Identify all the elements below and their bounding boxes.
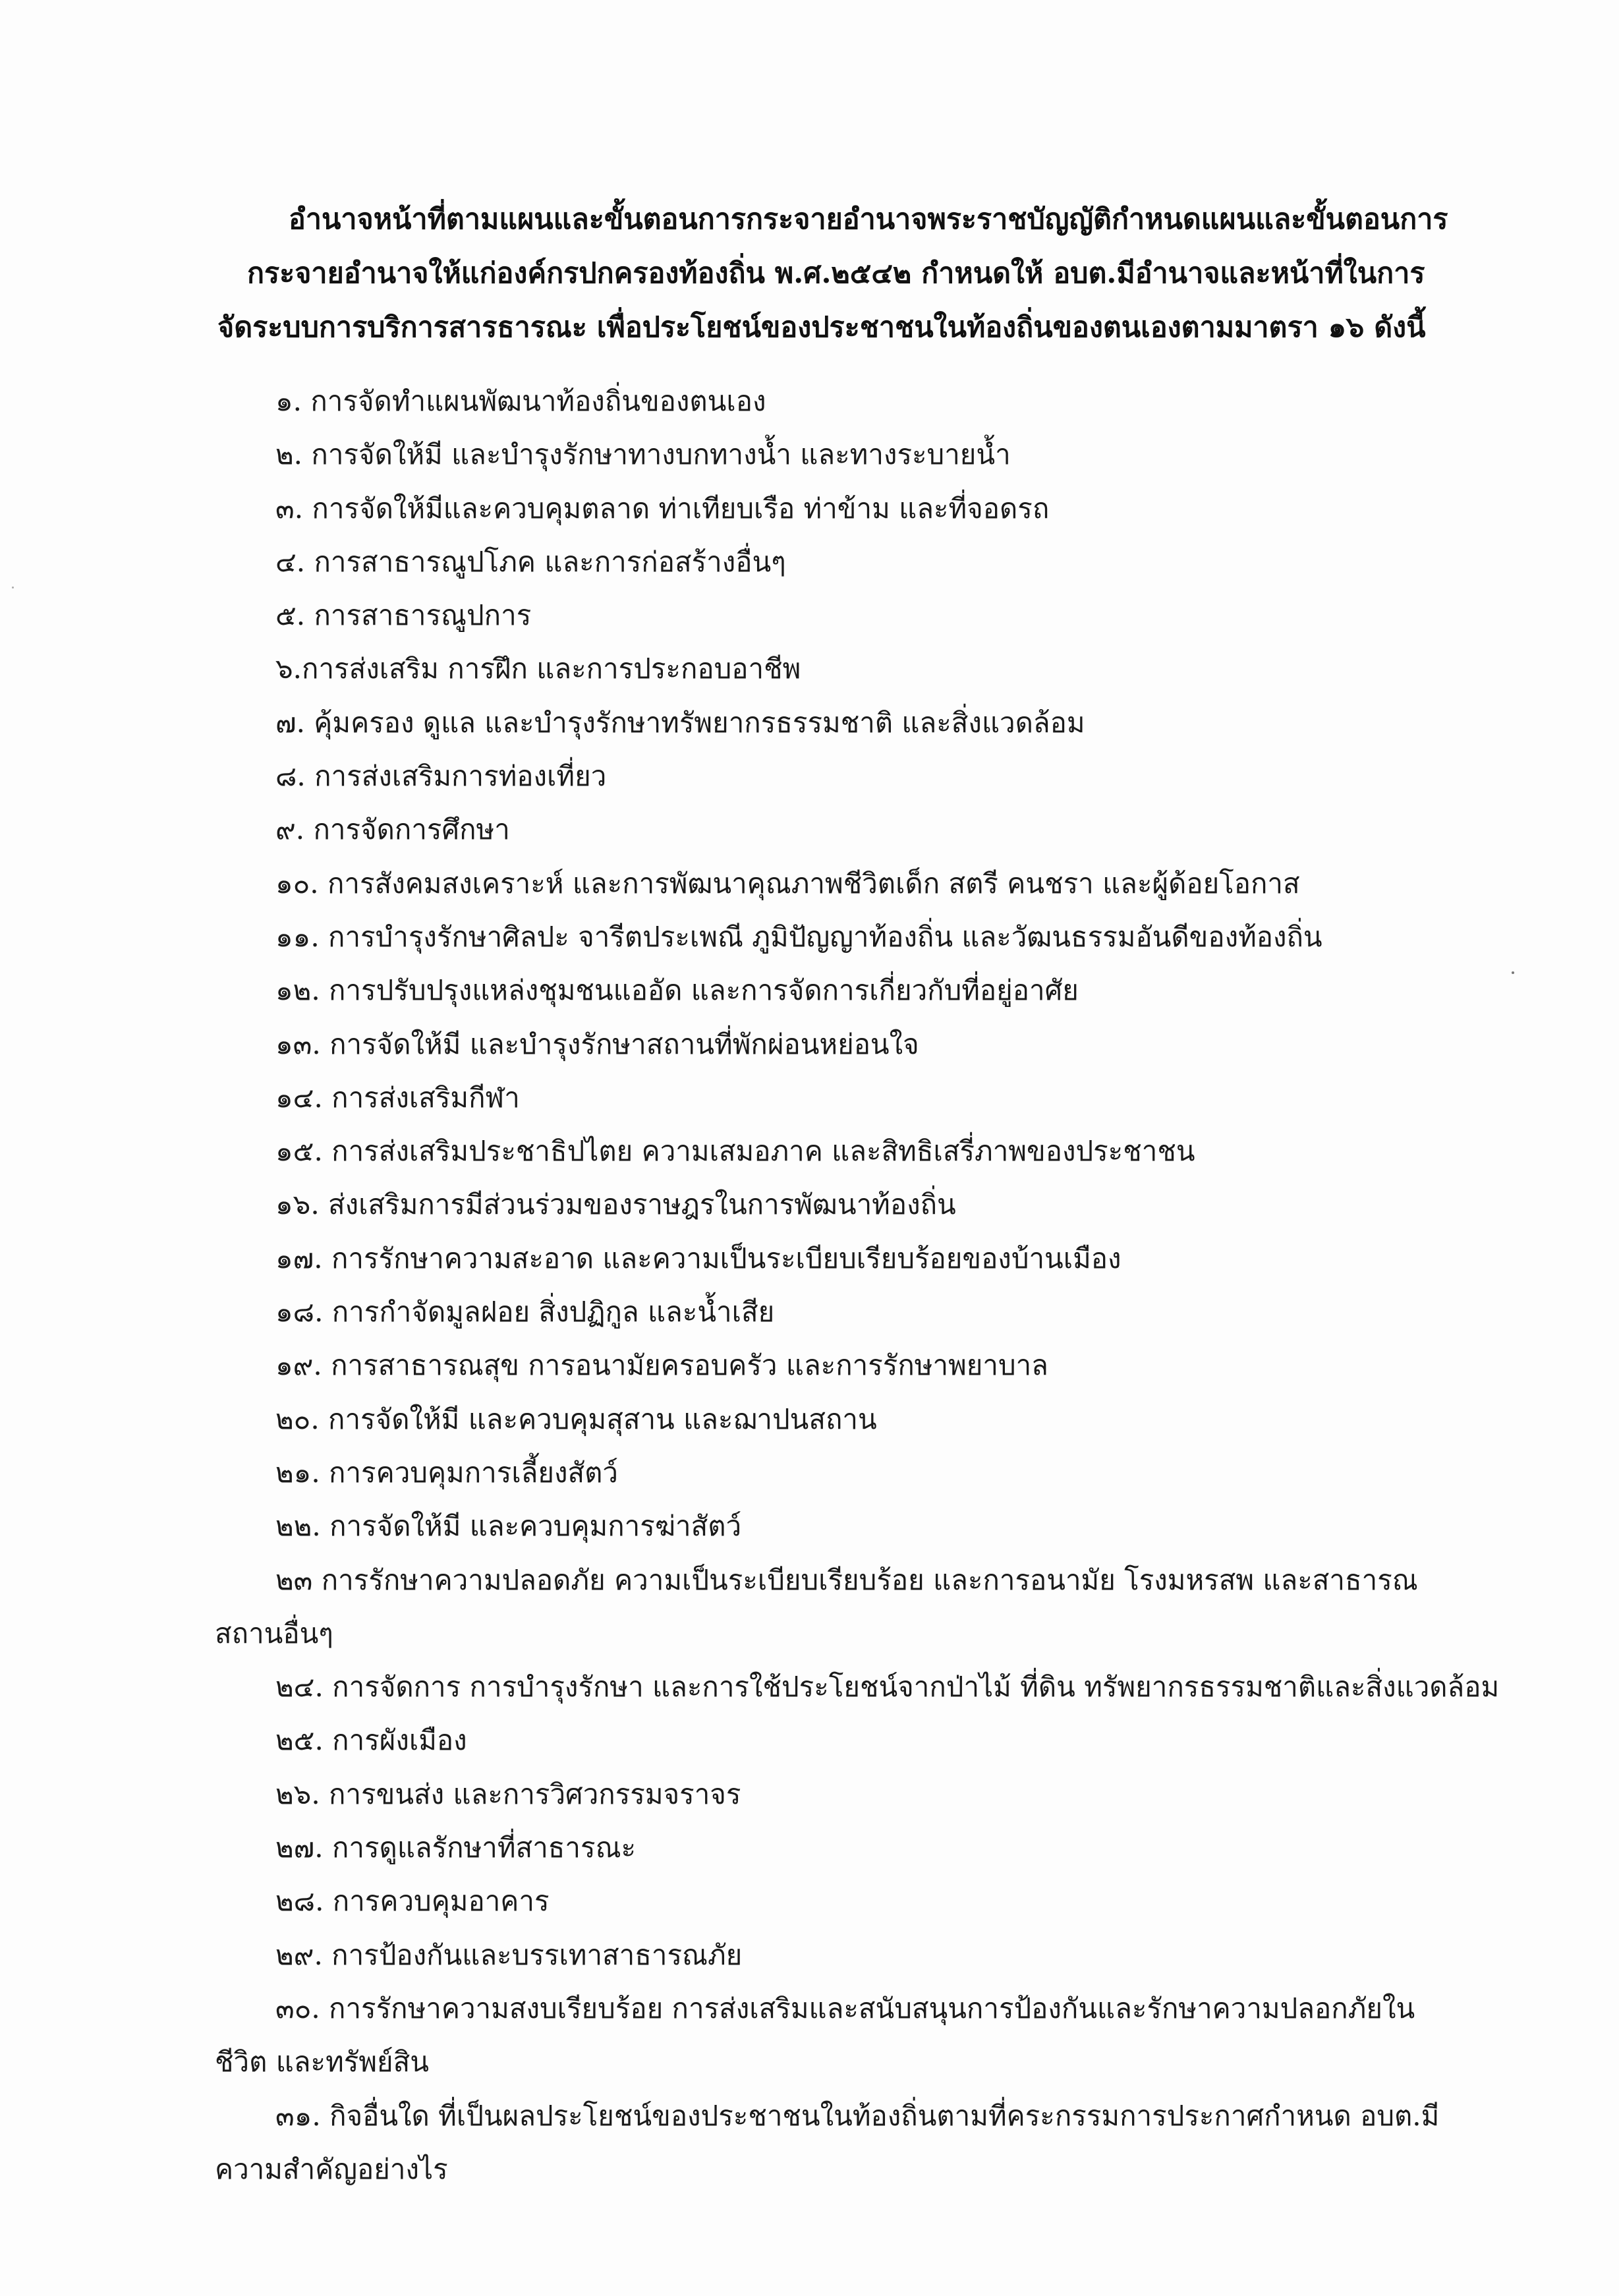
list-item-text: ๑๖. ส่งเสริมการมีส่วนร่วมของราษฎรในการพัฒนาท้องถิ่น	[275, 1188, 956, 1221]
list-item-continuation	[0, 2035, 1619, 2088]
list-item	[0, 857, 1619, 910]
list-item-text: ๖.การส่งเสริม การฝึก และการประกอบอาชีพ	[275, 652, 801, 685]
list-item-text: ๒๙. การป้องกันและบรรเทาสาธารณภัย	[275, 1938, 743, 1971]
list-item-text: ๑๕. การส่งเสริมประชาธิปไตย ความเสมอภาค และสิทธิเสรี่ภาพของประชาชน	[275, 1135, 1195, 1168]
scan-speck	[12, 587, 14, 588]
list-item	[0, 1821, 1619, 1874]
list-item-text: ๗. คุ้มครอง ดูแล และบำรุงรักษาทรัพยากรธรรมชาติ และสิ่งแวดล้อม	[275, 706, 1085, 739]
duties-list	[0, 374, 1619, 2196]
list-item	[0, 2089, 1619, 2142]
list-item	[0, 1713, 1619, 1767]
list-item	[0, 1767, 1619, 1821]
list-item	[0, 1446, 1619, 1499]
scan-speck	[1512, 971, 1514, 974]
list-item-text: ๓๑. กิจอื่นใด ที่เป็นผลประโยชน์ของประชาชนในท้องถิ่นตามที่คระกรรมการประกาศกำหนด อบต.มี	[275, 2099, 1440, 2132]
list-item	[0, 749, 1619, 803]
list-item	[0, 1178, 1619, 1231]
list-item-continuation-text: ความสำคัญอย่างไร	[215, 2152, 448, 2185]
list-item-text: ๘. การส่งเสริมการท่องเที่ยว	[275, 760, 607, 793]
list-item	[0, 535, 1619, 588]
document-heading	[217, 192, 1469, 355]
list-item	[0, 1018, 1619, 1071]
list-item-text: ๒. การจัดให้มี และบำรุงรักษาทางบกทางน้ำ และทางระบายน้ำ	[275, 438, 1011, 471]
list-item	[0, 1124, 1619, 1178]
list-item	[0, 696, 1619, 749]
list-item-text: ๒๘. การควบคุมอาคาร	[275, 1885, 550, 1918]
list-item-text: ๑๙. การสาธารณสุข การอนามัยครอบครัว และการรักษาพยาบาล	[275, 1349, 1048, 1382]
list-item	[0, 1874, 1619, 1928]
list-item-text: ๙. การจัดการศึกษา	[275, 813, 510, 846]
list-item-text: ๑๗. การรักษาความสะอาด และความเป็นระเบียบเรียบร้อยของบ้านเมือง	[275, 1242, 1122, 1275]
list-item-text: ๒๑. การควบคุมการเลี้ยงสัตว์	[275, 1456, 619, 1489]
heading-line-1: อำนาจหน้าที่ตามแผนและขั้นตอนการกระจายอำนาจพระราชบัญญัติกำหนดแผนและขั้นตอนการ	[289, 203, 1448, 236]
list-item-text: ๒๗. การดูแลรักษาที่สาธารณะ	[275, 1831, 637, 1864]
list-item	[0, 963, 1619, 1017]
list-item	[0, 374, 1619, 428]
list-item-text: ๒๔. การจัดการ การบำรุงรักษา และการใช้ประโยชน์จากป่าไม้ ที่ดิน ทรัพยากรธรรมชาติและสิ่งแวดล้อม	[275, 1671, 1500, 1704]
list-item	[0, 1285, 1619, 1338]
list-item	[0, 1338, 1619, 1392]
list-item	[0, 1660, 1619, 1713]
list-item-text: ๕. การสาธารณูปการ	[275, 599, 532, 632]
list-item-continuation-text: ชีวิต และทรัพย์สิน	[215, 2046, 429, 2079]
list-item	[0, 642, 1619, 695]
heading-line-3: จัดระบบการบริการสารธารณะ เพื่อประโยชน์ของประชาชนในท้องถิ่นของตนเองตามมาตรา ๑๖ ดังนี้	[217, 311, 1426, 344]
list-item	[0, 428, 1619, 481]
list-item-continuation	[0, 2142, 1619, 2196]
list-item-text: ๒๐. การจัดให้มี และควบคุมสุสาน และฌาปนสถาน	[275, 1402, 877, 1435]
list-item	[0, 1071, 1619, 1124]
list-item	[0, 1392, 1619, 1446]
list-item	[0, 1982, 1619, 2035]
list-item-text: ๒๓ การรักษาความปลอดภัย ความเป็นระเบียบเรียบร้อย และการอนามัย โรงมหรสพ และสาธารณ	[275, 1563, 1418, 1596]
list-item-text: ๔. การสาธารณูปโภค และการก่อสร้างอื่นๆ	[275, 545, 786, 578]
list-item-text: ๒๖. การขนส่ง และการวิศวกรรมจราจร	[275, 1777, 741, 1810]
list-item	[0, 482, 1619, 535]
list-item-text: ๑๔. การส่งเสริมกีฬา	[275, 1081, 520, 1114]
list-item-text: ๓. การจัดให้มีและควบคุมตลาด ท่าเทียบเรือ ท่าข้าม และที่จอดรถ	[275, 492, 1050, 525]
list-item-text: ๒๒. การจัดให้มี และควบคุมการฆ่าสัตว์	[275, 1510, 742, 1543]
list-item-text: ๒๕. การผังเมือง	[275, 1724, 467, 1757]
list-item	[0, 1553, 1619, 1607]
list-item	[0, 910, 1619, 963]
list-item-text: ๑๓. การจัดให้มี และบำรุงรักษาสถานที่พักผ่อนหย่อนใจ	[275, 1027, 919, 1060]
list-item-text: ๑๑. การบำรุงรักษาศิลปะ จารีตประเพณี ภูมิปัญญาท้องถิ่น และวัฒนธรรมอันดีของท้องถิ่น	[275, 920, 1322, 953]
list-item	[0, 1232, 1619, 1285]
list-item-text: ๑๐. การสังคมสงเคราะห์ และการพัฒนาคุณภาพชีวิตเด็ก สตรี คนชรา และผู้ด้อยโอกาส	[275, 867, 1300, 900]
list-item-text: ๓๐. การรักษาความสงบเรียบร้อย การส่งเสริมและสนับสนุนการป้องกันและรักษาความปลอกภัยใน	[275, 1992, 1415, 2024]
list-item-continuation	[0, 1607, 1619, 1660]
list-item	[0, 803, 1619, 856]
heading-line-2: กระจายอำนาจให้แก่องค์กรปกครองท้องถิ่น พ.ศ.๒๕๔๒ กำหนดให้ อบต.มีอำนาจและหน้าที่ในการ	[247, 257, 1425, 290]
list-item-continuation-text: สถานอื่นๆ	[215, 1617, 333, 1650]
list-item-text: ๑๘. การกำจัดมูลฝอย สิ่งปฏิกูล และน้ำเสีย	[275, 1296, 775, 1329]
list-item-text: ๑. การจัดทำแผนพัฒนาท้องถิ่นของตนเอง	[275, 385, 766, 417]
list-item	[0, 588, 1619, 642]
list-item	[0, 1499, 1619, 1553]
list-item-text: ๑๒. การปรับปรุงแหล่งชุมชนแออัด และการจัดการเกี่ยวกับที่อยู่อาศัย	[275, 974, 1079, 1007]
list-item	[0, 1928, 1619, 1982]
